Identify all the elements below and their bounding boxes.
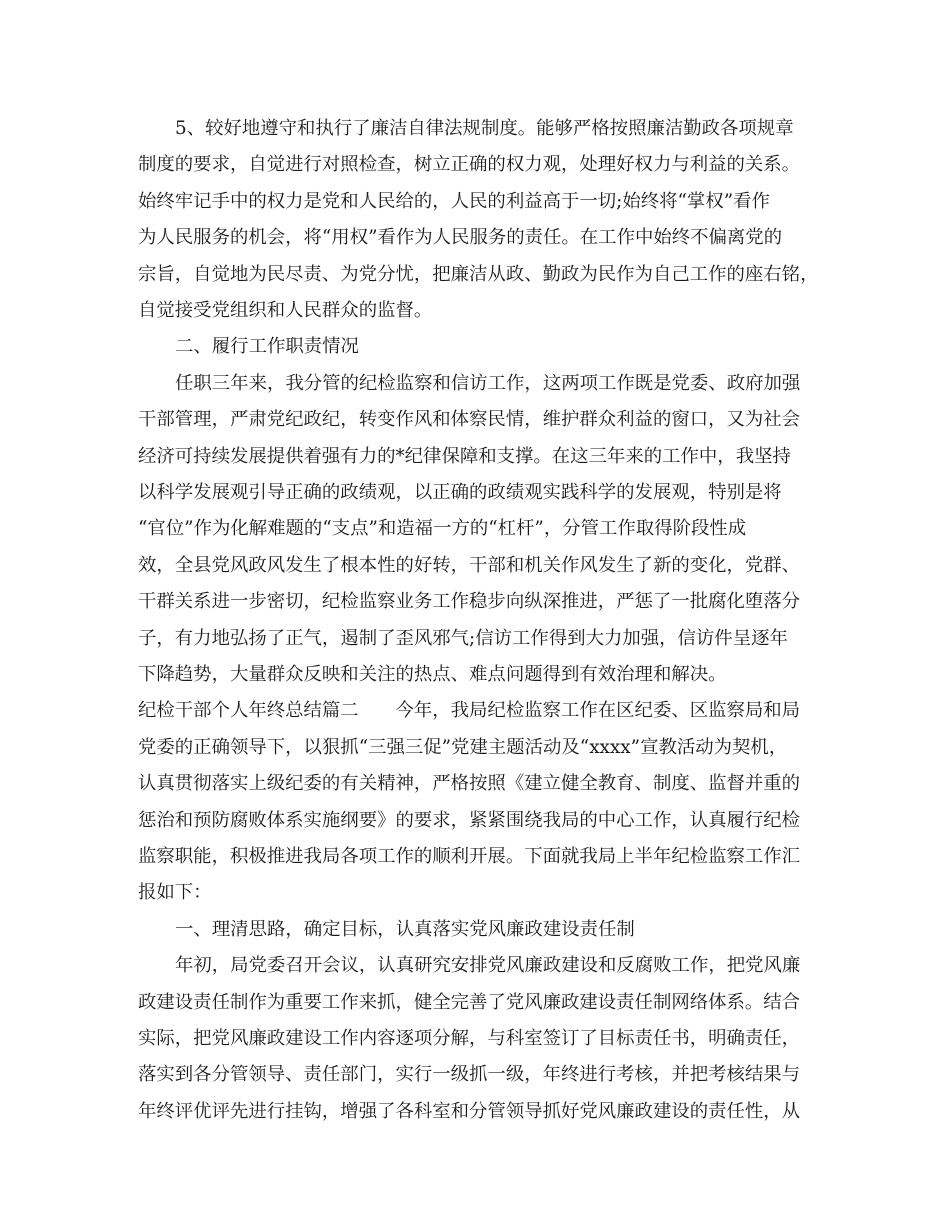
text-line: “官位”作为化解难题的“支点”和造福一方的“杠杆”，分管工作取得阶段性成 bbox=[138, 518, 747, 540]
text-line: 党委的正确领导下，以狠抓“三强三促”党建主题活动及“xxxx”宣教活动为契机， bbox=[138, 736, 788, 758]
text-line: 年终评优评先进行挂钩，增强了各科室和分管领导抓好党风廉政建设的责任性，从 bbox=[138, 1100, 801, 1122]
text-line: 下降趋势，大量群众反映和关注的热点、难点问题得到有效治理和解决。 bbox=[138, 664, 727, 685]
text-line: 监察职能，积极推进我局各项工作的顺利开展。下面就我局上半年纪检监察工作汇 bbox=[138, 846, 801, 867]
text-line: 效，全县党风政风发生了根本性的好转，干部和机关作风发生了新的变化，党群、 bbox=[138, 554, 801, 576]
text-line: 干部管理，严肃党纪政纪，转变作风和体察民情，维护群众利益的窗口，又为社会 bbox=[138, 409, 801, 431]
text-line: 二、履行工作职责情况 bbox=[175, 336, 359, 358]
text-line: 子，有力地弘扬了正气，遏制了歪风邪气;信访工作得到大力加强，信访件呈逐年 bbox=[138, 627, 788, 649]
text-line: 经济可持续发展提供着强有力的*纪律保障和支撑。在这三年来的工作中，我坚持 bbox=[138, 445, 791, 467]
text-line: 报如下： bbox=[138, 882, 212, 904]
text-line: 年初，局党委召开会议，认真研究安排党风廉政建设和反腐败工作，把党风廉 bbox=[175, 955, 801, 977]
text-line: 落实到各分管领导、责任部门，实行一级抓一级，年终进行考核，并把考核结果与 bbox=[138, 1064, 801, 1086]
text-line: 认真贯彻落实上级纪委的有关精神，严格按照《建立健全教育、制度、监督并重的 bbox=[138, 773, 801, 795]
text-line: 一、理清思路，确定目标，认真落实党风廉政建设责任制 bbox=[175, 918, 635, 940]
text-line: 为人民服务的机会，将“用权”看作为人民服务的责任。在工作中始终不偏离党的 bbox=[138, 227, 783, 249]
text-line: 始终牢记手中的权力是党和人民给的，人民的利益高于一切;始终将“掌权”看作 bbox=[138, 190, 770, 212]
text-line: 以科学发展观引导正确的政绩观，以正确的政绩观实践科学的发展观，特别是将 bbox=[138, 482, 782, 503]
text-line: 自觉接受党组织和人民群众的监督。 bbox=[138, 300, 433, 321]
text-line: 5、较好地遵守和执行了廉洁自律法规制度。能够严格按照廉洁勤政各项规章 bbox=[175, 118, 794, 139]
text-line: 任职三年来，我分管的纪检监察和信访工作，这两项工作既是党委、政府加强 bbox=[175, 372, 801, 394]
text-line: 纪检干部个人年终总结篇二 今年，我局纪检监察工作在区纪委、区监察局和局 bbox=[138, 700, 801, 722]
text-line: 干群关系进一步密切，纪检监察业务工作稳步向纵深推进，严惩了一批腐化堕落分 bbox=[138, 591, 801, 613]
text-line: 政建设责任制作为重要工作来抓，健全完善了党风廉政建设责任制网络体系。结合 bbox=[138, 991, 801, 1013]
text-line: 制度的要求，自觉进行对照检查，树立正确的权力观，处理好权力与利益的关系。 bbox=[138, 154, 801, 176]
text-line: 实际，把党风廉政建设工作内容逐项分解，与科室签订了目标责任书，明确责任， bbox=[138, 1028, 801, 1049]
text-line: 宗旨，自觉地为民尽责、为党分忧，把廉洁从政、勤政为民作为自己工作的座右铭， bbox=[138, 263, 818, 285]
text-line: 惩治和预防腐败体系实施纲要》的要求，紧紧围绕我局的中心工作，认真履行纪检 bbox=[138, 809, 801, 831]
